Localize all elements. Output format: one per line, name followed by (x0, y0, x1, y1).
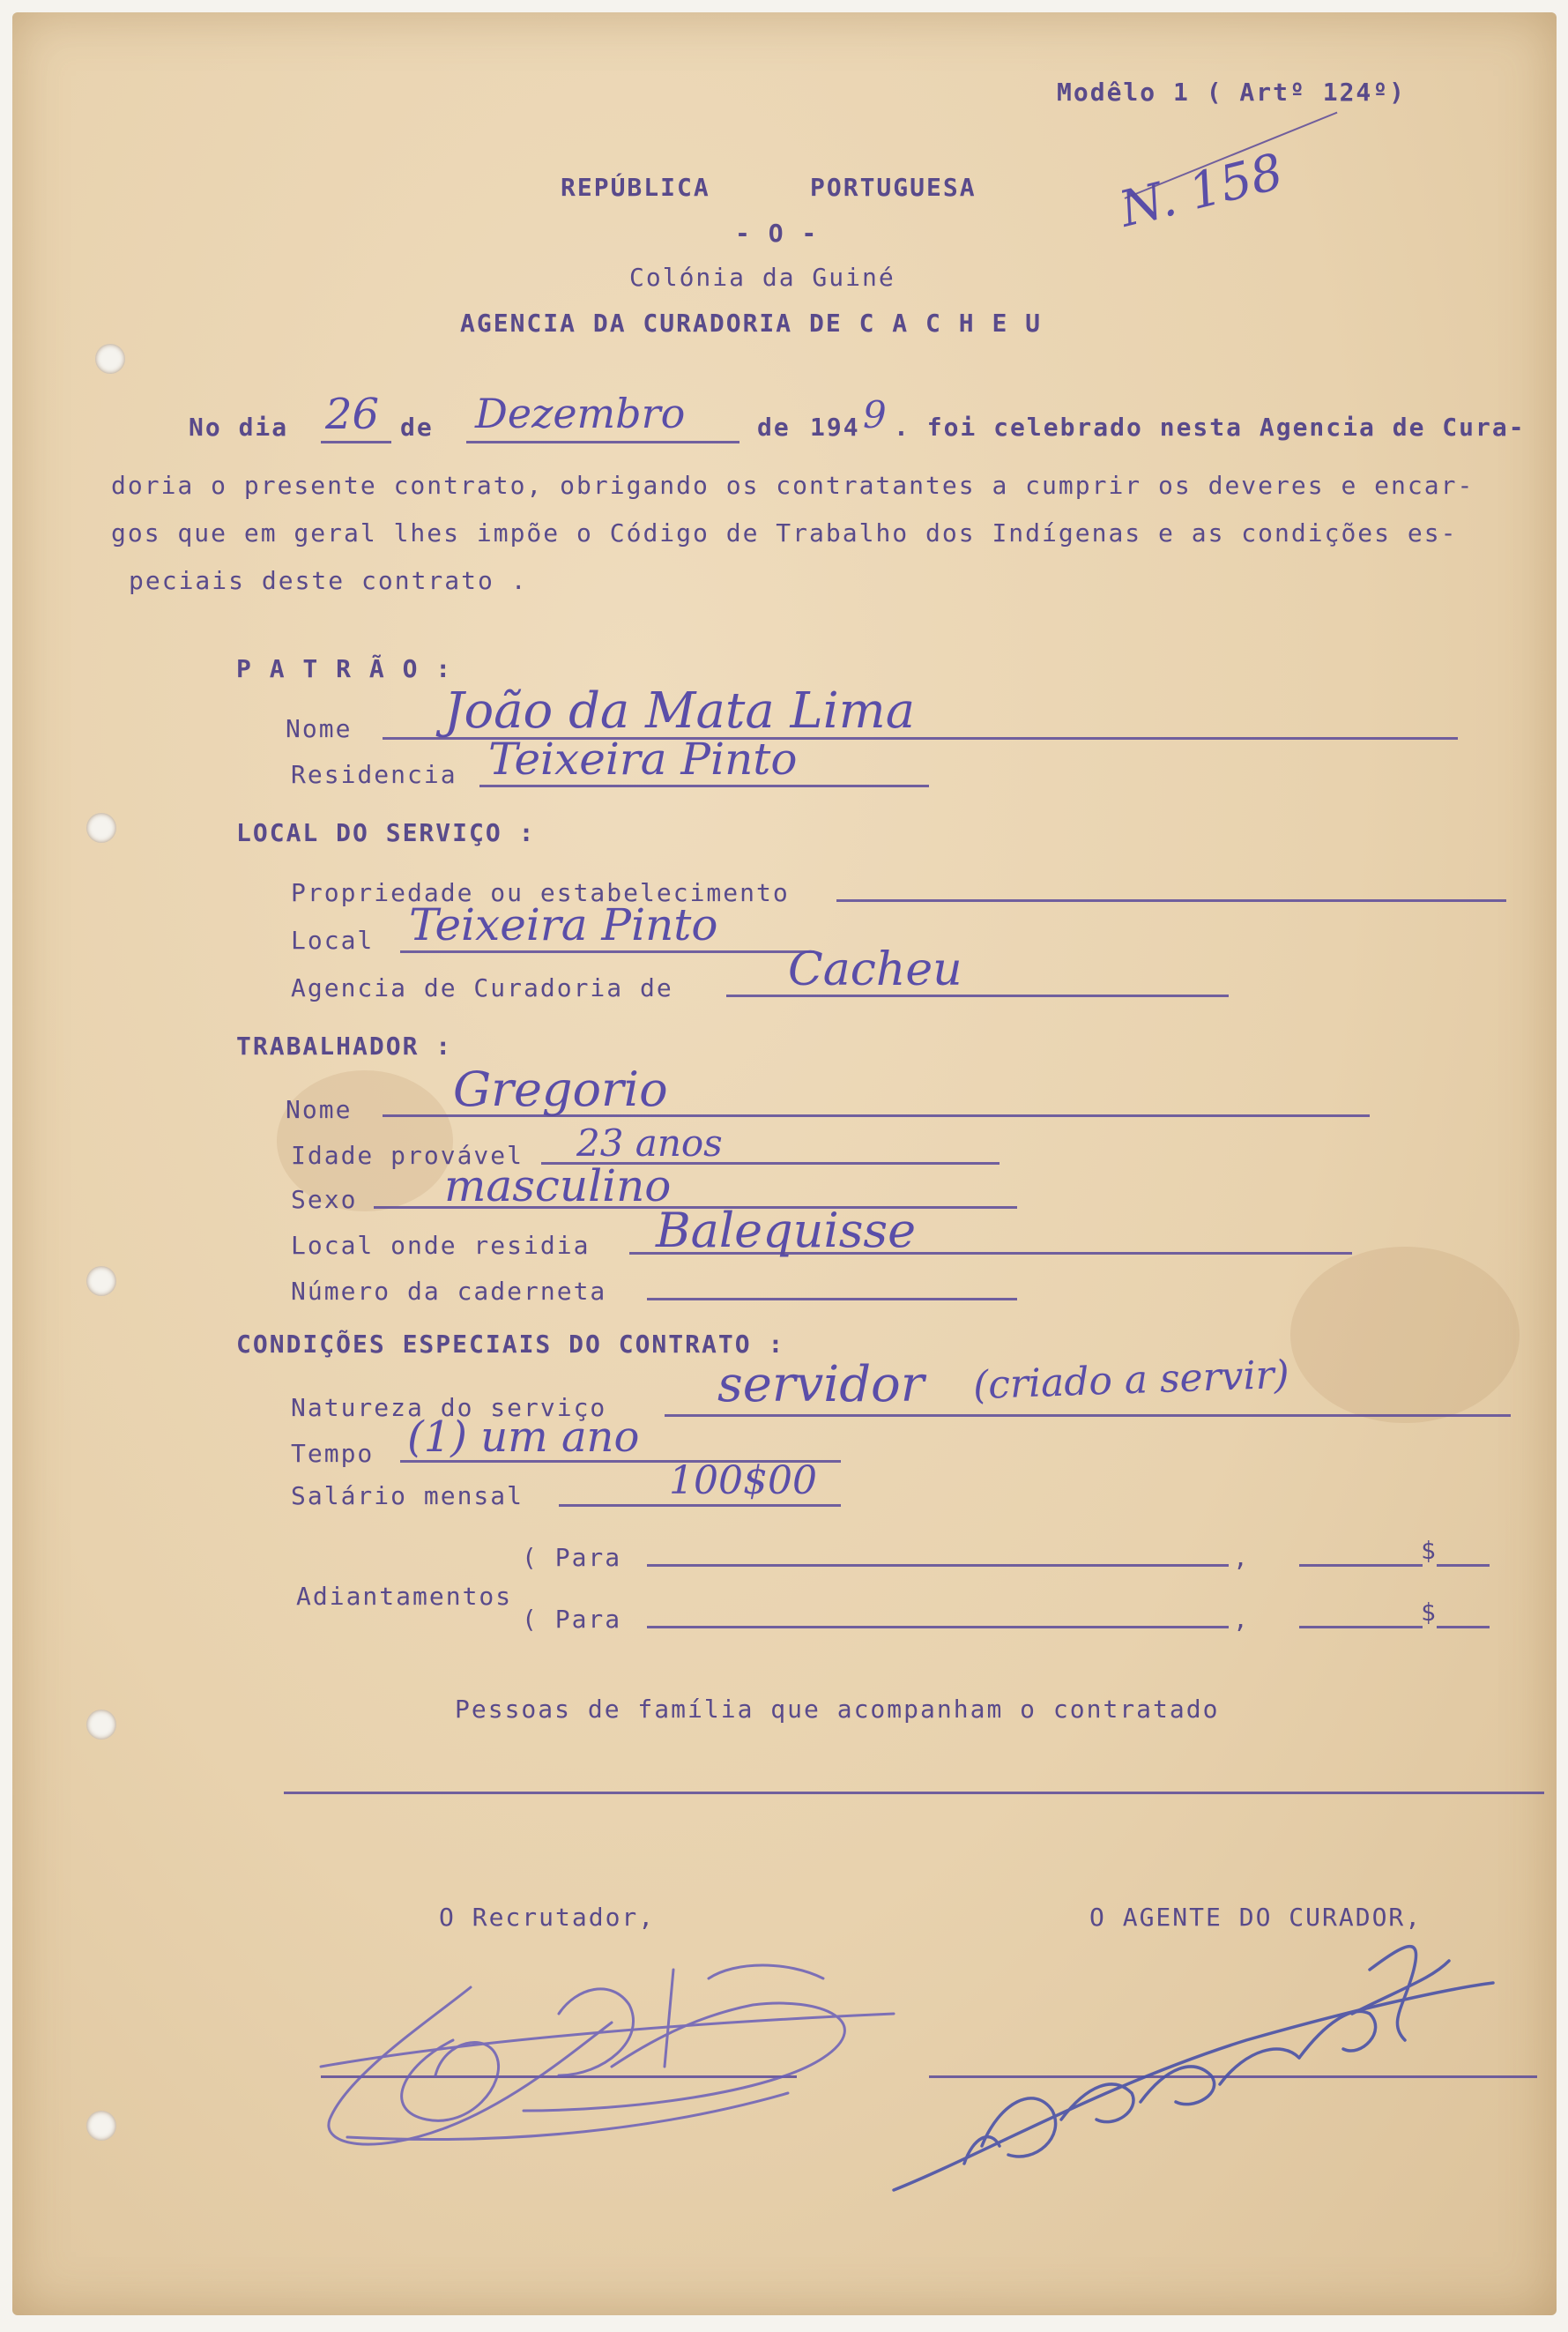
advances-label: Adiantamentos (296, 1582, 513, 1611)
worker-booklet-line (647, 1298, 1017, 1300)
recruiter-signature (294, 1934, 911, 2164)
worker-name-line (383, 1114, 1370, 1117)
worker-age-value: 23 anos (576, 1121, 723, 1165)
time-label: Tempo (291, 1439, 375, 1468)
intro-year-handwritten: 9 (863, 393, 887, 436)
worker-sex-value: masculino (444, 1160, 672, 1211)
advance-comma-2: , (1233, 1605, 1250, 1634)
intro-de-1: de (400, 413, 434, 442)
intro-line-2: doria o presente contrato, obrigando os contratantes a cumprir os deveres e encar- (111, 471, 1475, 500)
nature-label: Natureza do serviço (291, 1393, 607, 1422)
advance-currency-2: $ (1421, 1598, 1438, 1627)
worker-age-label: Idade provável (291, 1141, 524, 1170)
day-line (321, 441, 391, 443)
trabalhador-heading: TRABALHADOR : (236, 1032, 453, 1061)
binder-hole (86, 2111, 116, 2141)
binder-hole (86, 1710, 116, 1740)
agency-label: Agencia de Curadoria de (291, 973, 673, 1002)
binder-hole (86, 1266, 116, 1296)
worker-residence-line (629, 1252, 1352, 1255)
servico-local-label: Local (291, 926, 375, 955)
agency-line (726, 995, 1229, 997)
worker-booklet-label: Número da caderneta (291, 1277, 607, 1306)
intro-de-2: de (757, 413, 791, 442)
nature-value: servidor (717, 1356, 925, 1413)
worker-residence-label: Local onde residia (291, 1231, 591, 1260)
condicoes-heading: CONDIÇÕES ESPECIAIS DO CONTRATO : (236, 1330, 785, 1359)
agent-signature (876, 1908, 1546, 2208)
salary-label: Salário mensal (291, 1481, 524, 1510)
patrao-heading: P A T R Ã O : (236, 654, 453, 683)
worker-residence-value: Balequisse (656, 1203, 917, 1258)
header-republic-1: REPÚBLICA (561, 173, 710, 202)
intro-line-3: gos que em geral lhes impõe o Código de Trabalho dos Indígenas e as condições es- (111, 518, 1458, 548)
time-value: (1) um ano (407, 1412, 640, 1462)
paper-stain (1290, 1247, 1520, 1423)
advance-cents-line-2 (1437, 1626, 1490, 1628)
intro-line-1: . foi celebrado nesta Agencia de Cura- (894, 413, 1526, 442)
intro-day: 26 (325, 390, 380, 439)
handwritten-document-number: N. 158 (1113, 143, 1289, 239)
nature-line (665, 1414, 1511, 1417)
servico-local-value: Teixeira Pinto (409, 899, 718, 950)
patrao-residence-label: Residencia (291, 760, 457, 789)
worker-name-label: Nome (286, 1095, 353, 1124)
servico-local-line (400, 950, 814, 953)
binder-hole (95, 344, 125, 374)
servico-heading: LOCAL DO SERVIÇO : (236, 818, 536, 847)
advance-comma-1: , (1233, 1543, 1250, 1572)
recruiter-label: O Recrutador, (439, 1903, 656, 1932)
advance-amount-line-2 (1299, 1626, 1423, 1628)
advance-line-1 (647, 1564, 1229, 1567)
worker-sex-label: Sexo (291, 1185, 358, 1214)
salary-line (559, 1504, 841, 1507)
patrao-residence-line (479, 785, 929, 787)
document-page (12, 12, 1557, 2315)
patrao-residence-value: Teixeira Pinto (488, 734, 798, 785)
header-separator: - O - (735, 219, 819, 248)
property-line (836, 899, 1506, 902)
intro-line-4: peciais deste contrato . (129, 566, 528, 595)
property-label: Propriedade ou estabelecimento (291, 878, 790, 907)
family-label: Pessoas de família que acompanham o contratado (455, 1695, 1220, 1724)
month-line (466, 441, 739, 443)
salary-value: 100$00 (669, 1458, 817, 1503)
header-colony: Colónia da Guiné (629, 263, 895, 292)
advance-para-1: ( Para (522, 1543, 622, 1572)
advance-cents-line-1 (1437, 1564, 1490, 1567)
model-reference: Modêlo 1 ( Artº 124º) (1057, 78, 1407, 107)
worker-name-value: Gregorio (453, 1062, 668, 1117)
patrao-name-value: João da Mata Lima (444, 682, 916, 740)
binder-hole (86, 813, 116, 843)
header-agency: AGENCIA DA CURADORIA DE C A C H E U (460, 309, 1043, 338)
advance-currency-1: $ (1421, 1536, 1438, 1565)
advance-amount-line-1 (1299, 1564, 1423, 1567)
intro-month: Dezembro (475, 390, 686, 437)
intro-prefix: No dia (189, 413, 289, 442)
header-republic-2: PORTUGUESA (810, 173, 977, 202)
agency-value: Cacheu (788, 943, 962, 996)
advance-line-2 (647, 1626, 1229, 1628)
agent-label: O AGENTE DO CURADOR, (1089, 1903, 1423, 1932)
patrao-name-label: Nome (286, 714, 353, 743)
family-line (284, 1792, 1544, 1794)
advance-para-2: ( Para (522, 1605, 622, 1634)
nature-note: (criado a servir) (972, 1352, 1290, 1409)
intro-year-typed: 194 (810, 413, 860, 442)
